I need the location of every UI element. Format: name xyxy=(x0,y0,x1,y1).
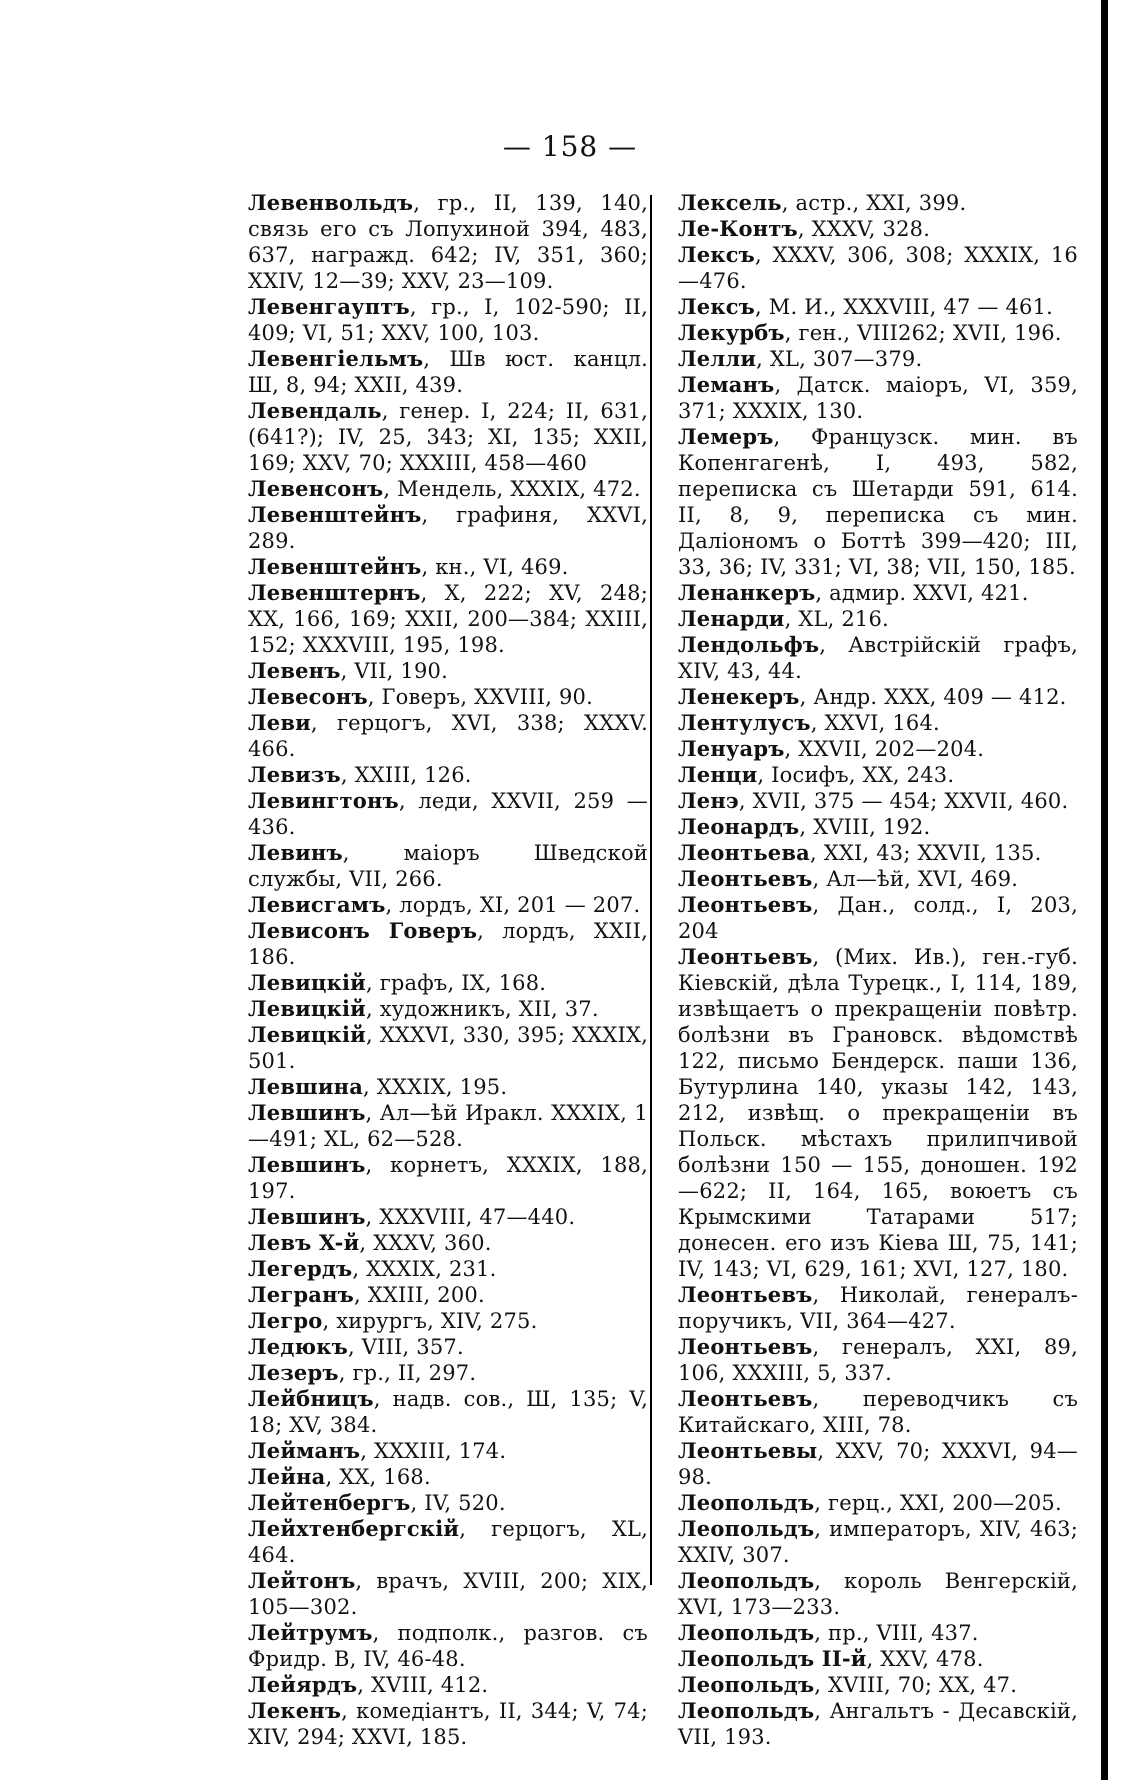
entry-references: , XXXIII, 174. xyxy=(360,1439,507,1463)
entry-references: , Николай, генералъ-поручикъ, VII, 364—427. xyxy=(678,1283,1078,1333)
entry-headword: Левенштернъ xyxy=(248,580,421,605)
entry-headword: Лексель xyxy=(678,190,782,215)
index-entry xyxy=(678,1490,1078,1516)
entry-references: , король Венгерскій, XVI, 173—233. xyxy=(678,1569,1078,1619)
index-entry xyxy=(678,320,1078,346)
entry-references: , IV, 520. xyxy=(410,1491,506,1515)
index-entry xyxy=(678,762,1078,788)
entry-headword: Левицкій xyxy=(248,996,366,1021)
entry-references: , Ал—ѣй Иракл. XXXIX, 1—491; XL, 62—528. xyxy=(248,1101,648,1151)
index-entry xyxy=(248,1438,648,1464)
index-entry xyxy=(248,502,648,554)
entry-references: , надв. сов., Ш, 135; V, 18; XV, 384. xyxy=(248,1387,648,1437)
entry-headword: Леопольдъ xyxy=(678,1620,815,1645)
entry-references: , Французск. мин. въ Копенгагенѣ, I, 493, 582, переписка съ Шетарди 591, 614. II, 8, 9, переписка съ мин. Даліономъ о Боттѣ 399—420; III, 33, 36; IV, 331; VI, 38; VII, 150, 185. xyxy=(678,425,1078,579)
index-entry xyxy=(248,996,648,1022)
entry-headword: Лендольфъ xyxy=(678,632,820,657)
entry-references: , XXI, 43; XXVII, 135. xyxy=(809,841,1042,865)
index-entry xyxy=(248,1672,648,1698)
index-entry xyxy=(678,242,1078,294)
index-entry xyxy=(678,1672,1078,1698)
index-entry xyxy=(248,1022,648,1074)
index-entry xyxy=(248,1620,648,1672)
entry-references: , XXXIX, 195. xyxy=(363,1075,508,1099)
entry-headword: Леманъ xyxy=(678,372,775,397)
entry-references: , Андр. XXX, 409 — 412. xyxy=(799,685,1067,709)
index-entry xyxy=(248,658,648,684)
entry-references: , Ал—ѣй, XVI, 469. xyxy=(812,867,1019,891)
entry-headword: Легро xyxy=(248,1308,323,1333)
entry-headword: Лекенъ xyxy=(248,1698,342,1723)
index-entry xyxy=(248,1334,648,1360)
entry-references: , Датск. маіоръ, VI, 359, 371; XXXIX, 130. xyxy=(678,373,1078,423)
entry-headword: Леопольдъ xyxy=(678,1490,815,1515)
index-entry xyxy=(248,580,648,658)
entry-headword: Лейбницъ xyxy=(248,1386,374,1411)
entry-references: , XXV, 70; XXXVI, 94—98. xyxy=(678,1439,1078,1489)
entry-headword: Леопольдъ xyxy=(678,1516,815,1541)
index-entry xyxy=(678,632,1078,684)
entry-headword: Лентулусъ xyxy=(678,710,811,735)
index-entry xyxy=(678,840,1078,866)
entry-headword: Лейтрумъ xyxy=(248,1620,373,1645)
entry-references: , XVII, 375 — 454; XXVII, 460. xyxy=(738,789,1069,813)
entry-references: , XL, 307—379. xyxy=(756,347,923,371)
entry-headword: Леонтьевъ xyxy=(678,1386,813,1411)
entry-references: , подполк., разгов. съ Фридр. В, IV, 46-48. xyxy=(248,1621,648,1671)
index-entry xyxy=(248,918,648,970)
index-entry xyxy=(678,424,1078,580)
entry-references: , астр., XXI, 399. xyxy=(781,191,967,215)
index-entry xyxy=(248,970,648,996)
entry-headword: Леопольдъ xyxy=(678,1698,815,1723)
index-entry xyxy=(248,294,648,346)
entry-headword: Левисонъ Говеръ xyxy=(248,918,478,943)
entry-headword: Левинъ xyxy=(248,840,343,865)
entry-references: , XXVI, 164. xyxy=(810,711,940,735)
index-entry xyxy=(678,1334,1078,1386)
entry-references: , графиня, XXVI, 289. xyxy=(248,503,648,553)
entry-references: , XXV, 478. xyxy=(866,1647,984,1671)
entry-references: , XVIII, 412. xyxy=(357,1673,489,1697)
entry-references: , генералъ, XXI, 89, 106, XXXIII, 5, 337. xyxy=(678,1335,1078,1385)
entry-headword: Левесонъ xyxy=(248,684,368,709)
entry-headword: Левшина xyxy=(248,1074,364,1099)
entry-references: , XVIII, 70; XX, 47. xyxy=(814,1673,1018,1697)
entry-references: , Говеръ, XXVIII, 90. xyxy=(367,685,593,709)
entry-references: , графъ, IX, 168. xyxy=(365,971,547,995)
entry-headword: Ленци xyxy=(678,762,758,787)
entry-references: , XXXV, 360. xyxy=(359,1231,492,1255)
entry-headword: Левшинъ xyxy=(248,1152,366,1177)
left-column xyxy=(248,190,648,1750)
index-entry xyxy=(248,1698,648,1750)
entry-headword: Левизъ xyxy=(248,762,341,787)
entry-references: , леди, XXVII, 259 — 436. xyxy=(248,789,648,839)
entry-references: , XXXV, 306, 308; XXXIX, 16—476. xyxy=(678,243,1078,293)
entry-references: , герцогъ, XL, 464. xyxy=(248,1517,648,1567)
index-entry xyxy=(248,1204,648,1230)
entry-references: , врачъ, XVIII, 200; XIX, 105—302. xyxy=(248,1569,648,1619)
entry-headword: Левенштейнъ xyxy=(248,502,422,527)
entry-headword: Лемеръ xyxy=(678,424,774,449)
index-entry xyxy=(248,1360,648,1386)
entry-headword: Левенвольдъ xyxy=(248,190,414,215)
entry-headword: Лейхтенбергскій xyxy=(248,1516,460,1541)
index-entry xyxy=(678,1568,1078,1620)
entry-headword: Леонтьевъ xyxy=(678,892,813,917)
entry-references: , XX, 168. xyxy=(325,1465,431,1489)
index-entry xyxy=(248,762,648,788)
page-edge-rule xyxy=(1101,0,1108,1780)
entry-headword: Леонтьева xyxy=(678,840,810,865)
index-entry xyxy=(678,944,1078,1282)
entry-headword: Левенгауптъ xyxy=(248,294,410,319)
entry-headword: Легердъ xyxy=(248,1256,353,1281)
entry-headword: Леопольдъ II-й xyxy=(678,1646,867,1671)
entry-headword: Лекурбъ xyxy=(678,320,785,345)
entry-headword: Леви xyxy=(248,710,311,735)
entry-headword: Лезеръ xyxy=(248,1360,339,1385)
index-entry xyxy=(248,1490,648,1516)
entry-headword: Левенгіельмъ xyxy=(248,346,424,371)
index-entry xyxy=(248,346,648,398)
entry-headword: Лейна xyxy=(248,1464,326,1489)
entry-references: , XXXVI, 330, 395; XXXIX, 501. xyxy=(248,1023,648,1073)
index-entry xyxy=(248,1282,648,1308)
entry-references: , хирургъ, XIV, 275. xyxy=(322,1309,538,1333)
entry-headword: Ленуаръ xyxy=(678,736,785,761)
index-entry xyxy=(678,684,1078,710)
entry-headword: Леонтьевы xyxy=(678,1438,818,1463)
entry-references: , Мендель, XXXIX, 472. xyxy=(383,477,641,501)
right-column xyxy=(678,190,1078,1750)
index-entry xyxy=(678,372,1078,424)
entry-references: , Австрійскій графъ, XIV, 43, 44. xyxy=(678,633,1078,683)
page-number: — 158 — xyxy=(502,130,638,163)
entry-references: , герц., XXI, 200—205. xyxy=(814,1491,1062,1515)
index-entry xyxy=(248,788,648,840)
entry-headword: Левенъ xyxy=(248,658,341,683)
entry-headword: Легранъ xyxy=(248,1282,354,1307)
entry-references: , гр., I, 102-590; II, 409; VI, 51; XXV, 100, 103. xyxy=(248,295,648,345)
entry-headword: Ленарди xyxy=(678,606,785,631)
entry-headword: Левицкій xyxy=(248,970,366,995)
index-entry xyxy=(678,814,1078,840)
entry-headword: Левшинъ xyxy=(248,1100,366,1125)
index-entry xyxy=(248,1464,648,1490)
entry-references: , М. И., XXXVIII, 47 — 461. xyxy=(755,295,1054,319)
entry-references: , художникъ, XII, 37. xyxy=(365,997,599,1021)
entry-references: , VIII, 357. xyxy=(347,1335,464,1359)
index-entry xyxy=(678,606,1078,632)
entry-headword: Левингтонъ xyxy=(248,788,399,813)
index-entry xyxy=(678,892,1078,944)
index-entry xyxy=(678,1516,1078,1568)
index-entry xyxy=(248,554,648,580)
index-entry xyxy=(248,190,648,294)
entry-references: , гр., II, 139, 140, связь его съ Лопухиной 394, 483, 637, награжд. 642; IV, 351, 360; XXIV, 12—39; XXV, 23—109. xyxy=(248,191,648,293)
index-entry xyxy=(678,216,1078,242)
index-entry xyxy=(248,1308,648,1334)
entry-headword: Ледюкъ xyxy=(248,1334,348,1359)
index-entry xyxy=(248,1256,648,1282)
index-entry xyxy=(678,1386,1078,1438)
entry-references: , XL, 216. xyxy=(784,607,889,631)
entry-headword: Леонтьевъ xyxy=(678,944,813,969)
entry-headword: Ленэ xyxy=(678,788,739,813)
index-entry xyxy=(678,866,1078,892)
index-entry xyxy=(248,1568,648,1620)
entry-references: , лордъ, XXII, 186. xyxy=(248,919,648,969)
index-entry xyxy=(678,190,1078,216)
entry-headword: Леопольдъ xyxy=(678,1568,815,1593)
entry-headword: Левицкій xyxy=(248,1022,366,1047)
entry-references: , XXXIX, 231. xyxy=(352,1257,497,1281)
index-entry xyxy=(248,1516,648,1568)
index-entry xyxy=(678,736,1078,762)
entry-headword: Лейманъ xyxy=(248,1438,361,1463)
entry-references: , XXIII, 126. xyxy=(340,763,472,787)
entry-headword: Леонтьевъ xyxy=(678,1334,813,1359)
entry-headword: Левисгамъ xyxy=(248,892,386,917)
entry-headword: Лелли xyxy=(678,346,757,371)
index-entry xyxy=(248,710,648,762)
index-entry xyxy=(248,1152,648,1204)
entry-references: , XXXVIII, 47—440. xyxy=(365,1205,576,1229)
index-entry xyxy=(248,892,648,918)
entry-references: , переводчикъ съ Китайскаго, XIII, 78. xyxy=(678,1387,1078,1437)
entry-references: , комедіантъ, II, 344; V, 74; XIV, 294; XXVI, 185. xyxy=(248,1699,648,1749)
index-entry xyxy=(248,1230,648,1256)
entry-references: , корнетъ, XXXIX, 188, 197. xyxy=(248,1153,648,1203)
entry-references: , VII, 190. xyxy=(340,659,448,683)
index-entry xyxy=(678,1282,1078,1334)
index-entry xyxy=(678,1438,1078,1490)
index-entry xyxy=(678,710,1078,736)
index-entry xyxy=(678,1698,1078,1750)
column-divider xyxy=(650,195,652,1585)
index-entry xyxy=(678,346,1078,372)
entry-references: , XVIII, 192. xyxy=(799,815,931,839)
index-entry xyxy=(248,840,648,892)
entry-references: , гр., II, 297. xyxy=(338,1361,477,1385)
entry-headword: Лейтенбергъ xyxy=(248,1490,411,1515)
entry-headword: Леонардъ xyxy=(678,814,800,839)
entry-references: , X, 222; XV, 248; XX, 166, 169; XXII, 200—384; XXIII, 152; XXXVIII, 195, 198. xyxy=(248,581,648,657)
entry-headword: Левъ X-й xyxy=(248,1230,360,1255)
index-entry xyxy=(248,684,648,710)
entry-headword: Лейярдъ xyxy=(248,1672,358,1697)
entry-headword: Лексъ xyxy=(678,242,755,267)
entry-headword: Леопольдъ xyxy=(678,1672,815,1697)
entry-headword: Левендаль xyxy=(248,398,382,423)
index-entry xyxy=(678,580,1078,606)
entry-references: , Шв юст. канцл. Ш, 8, 94; XXII, 439. xyxy=(248,347,648,397)
entry-headword: Ленекеръ xyxy=(678,684,800,709)
entry-references: , кн., VI, 469. xyxy=(421,555,569,579)
entry-references: , адмир. XXVI, 421. xyxy=(815,581,1029,605)
entry-headword: Леонтьевъ xyxy=(678,866,813,891)
entry-references: , Ангальтъ - Десавскій, VII, 193. xyxy=(678,1699,1078,1749)
entry-references: , маіоръ Шведской службы, VII, 266. xyxy=(248,841,648,891)
index-entry xyxy=(248,1386,648,1438)
entry-references: , (Мих. Ив.), ген.-губ. Кіевскій, дѣла Турецк., I, 114, 189, извѣщаетъ о прекращеніи повѣтр. болѣзни въ Грановск. вѣдомствѣ 122, письмо Бендерск. паши 136, Бутурлина 140, указы 142, 143, 212, извѣщ. о прекращеніи въ Польск. мѣстахъ прилипчивой болѣзни 150 — 155, доношен. 192—622; II, 164, 165, воюетъ съ Крымскими Татарами 517; донесен. его изъ Кіева Ш, 75, 141; IV, 143; VI, 629, 161; XVI, 127, 180. xyxy=(678,945,1078,1281)
entry-headword: Ле-Контъ xyxy=(678,216,798,241)
entry-references: , XXXV, 328. xyxy=(797,217,931,241)
entry-headword: Леонтьевъ xyxy=(678,1282,813,1307)
entry-references: , XXVII, 202—204. xyxy=(784,737,985,761)
entry-headword: Ленанкеръ xyxy=(678,580,816,605)
entry-headword: Лейтонъ xyxy=(248,1568,356,1593)
index-entry xyxy=(248,1100,648,1152)
entry-references: , ген., VIII262; XVII, 196. xyxy=(784,321,1062,345)
entry-references: , XXIII, 200. xyxy=(353,1283,485,1307)
entry-headword: Левенштейнъ xyxy=(248,554,422,579)
entry-references: , генер. I, 224; II, 631, (641?); IV, 25, 343; XI, 135; XXII, 169; XXV, 70; XXXIII, 458—460 xyxy=(248,399,648,475)
index-entry xyxy=(248,1074,648,1100)
index-entry xyxy=(678,1646,1078,1672)
entry-references: , лордъ, XI, 201 — 207. xyxy=(385,893,641,917)
entry-references: , Іосифъ, XX, 243. xyxy=(757,763,955,787)
entry-headword: Левшинъ xyxy=(248,1204,366,1229)
entry-references: , Дан., солд., I, 203, 204 xyxy=(678,893,1078,943)
index-entry xyxy=(248,476,648,502)
index-entry xyxy=(678,788,1078,814)
entry-headword: Лексъ xyxy=(678,294,755,319)
entry-references: , пр., VIII, 437. xyxy=(814,1621,979,1645)
index-entry xyxy=(678,294,1078,320)
entry-references: , императоръ, XIV, 463; XXIV, 307. xyxy=(678,1517,1078,1567)
index-entry xyxy=(248,398,648,476)
entry-headword: Левенсонъ xyxy=(248,476,384,501)
index-entry xyxy=(678,1620,1078,1646)
entry-references: , герцогъ, XVI, 338; XXXV. 466. xyxy=(248,711,648,761)
